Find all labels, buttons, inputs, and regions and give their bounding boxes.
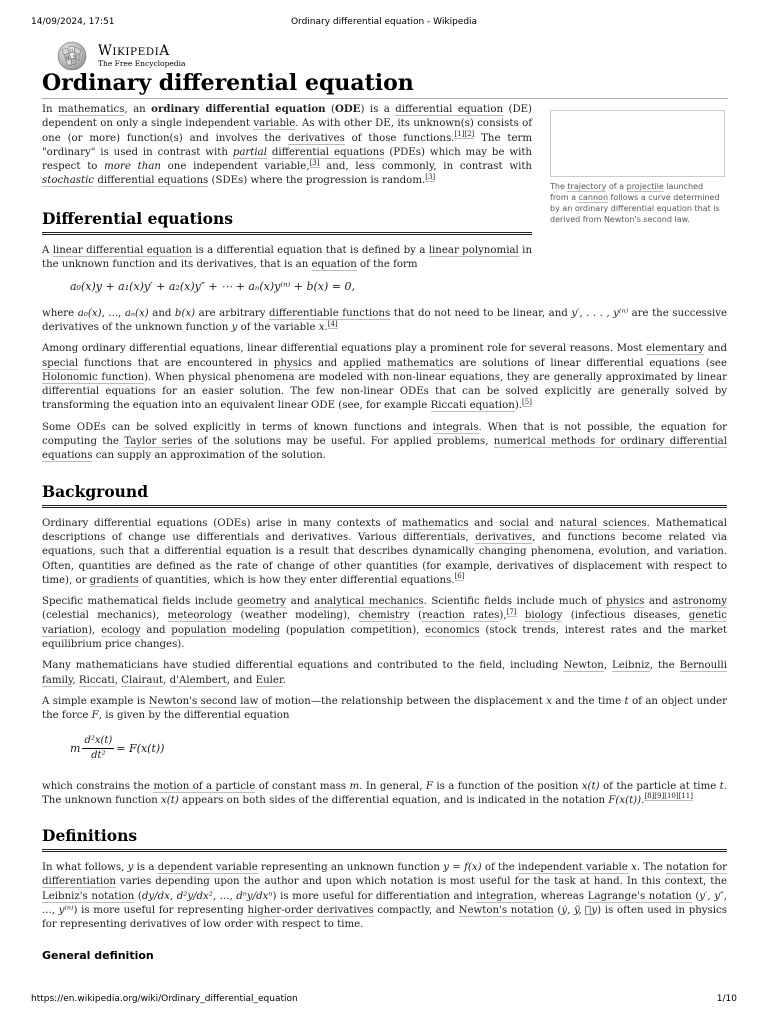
article-content [42, 102, 727, 963]
subsection-heading-general-definition: General definition [42, 948, 154, 962]
svg-text:Ω: Ω [70, 47, 74, 53]
link-economics[interactable]: economics [425, 624, 480, 636]
wikipedia-globe-icon [57, 41, 87, 71]
link-taylor-series[interactable]: Taylor series [124, 436, 193, 448]
link-notation-for-differentiation[interactable]: notation for differentiation [42, 862, 727, 888]
newton-second-law-equation: m $\frac{\text{d²x(t)}}{\text{dt²}}$ = F(x(t)) [70, 734, 165, 761]
link-riccati-equation[interactable]: Riccati equation [430, 400, 515, 412]
link-population-modeling[interactable]: population modeling [171, 624, 281, 636]
link-integration[interactable]: integration [476, 890, 534, 902]
section-heading-background: Background [42, 482, 727, 508]
print-datetime: 14/09/2024, 17:51 [31, 17, 115, 27]
section-heading-definitions: Definitions [42, 826, 727, 852]
section-heading-differential-equations: Differential equations [42, 209, 532, 235]
link-projectile[interactable]: projectile [626, 182, 664, 191]
citation-4[interactable]: [4] [327, 319, 338, 328]
paragraph: Specific mathematical fields include geometry and analytical mechanics. Scientific fields include much of physics and astronomy (celestial mechanics), meteorology (weather modeling), chemistry (reaction rates),[7] biology (infectious diseases, genetic variation), ecology and population modeling (population competition), economics (stock trends, interest rates and the market equilibrium price changes). [42, 596, 727, 651]
citation-6[interactable]: [6] [454, 572, 465, 581]
link-meteorology[interactable]: meteorology [167, 610, 233, 622]
link-stochastic[interactable]: stochastic [42, 175, 95, 187]
figure-caption: The trajectory of a projectile launched from a cannon follows a curve determined by an ordinary differential equation that is derived from Newton's second law. [550, 182, 720, 224]
citation-2[interactable]: [2] [464, 130, 475, 139]
link-derivatives[interactable]: derivatives [287, 132, 345, 144]
citation-3a[interactable]: [3] [309, 158, 320, 167]
citation-1[interactable]: [1] [454, 130, 465, 139]
link-genetic-variation[interactable]: genetic variation [42, 610, 727, 636]
link-astronomy[interactable]: astronomy [672, 596, 727, 608]
link-elementary[interactable]: elementary [645, 343, 705, 355]
link-differentiable-functions[interactable]: differentiable functions [269, 307, 391, 319]
link-trajectory[interactable]: trajectory [567, 182, 607, 191]
link-euler[interactable]: Euler [255, 674, 283, 686]
link-higher-order-derivatives[interactable]: higher-order derivatives [247, 904, 374, 916]
paragraph: Many mathematicians have studied differential equations and contributed to the field, including Newton, Leibniz, the Bernoulli family, Riccati, Clairaut, d'Alembert, and Euler. [42, 660, 727, 686]
print-page-title: Ordinary differential equation - Wikipedia [290, 17, 478, 27]
link-newtons-second-law[interactable]: Newton's second law [148, 695, 259, 707]
link-newton-notation[interactable]: Newton's notation [458, 904, 554, 916]
link-geometry[interactable]: geometry [237, 596, 287, 608]
link-special[interactable]: special [42, 357, 79, 369]
citation-3b[interactable]: [3] [425, 173, 436, 182]
link-differential-equation[interactable]: differential equation [395, 104, 504, 115]
link-clairaut[interactable]: Clairaut [121, 674, 164, 686]
link-chemistry[interactable]: chemistry [358, 610, 410, 622]
paragraph: where a₀(x), ..., aₙ(x) and b(x) are arbitrary differentiable functions that do not need to be linear, and y′, . . . , y⁽ⁿ⁾ are the successive derivatives of the unknown function y of the variable x.[4] [42, 307, 728, 333]
link-equation[interactable]: equation [311, 259, 357, 271]
link-motion-of-a-particle[interactable]: motion of a particle [153, 780, 256, 792]
paragraph: A linear differential equation is a differential equation that is defined by a linear polynomial in the unknown function and its derivatives, that is an equation of the form [42, 244, 533, 271]
paragraph: which constrains the motion of a particle of constant mass m. In general, F is a function of the position x(t) of the particle at time t. The unknown function x(t) appears on both sides of the differential equation, and is indicated in the notation F(x(t)).[8][9][10][11] [42, 780, 728, 806]
paragraph: Among ordinary differential equations, linear differential equations play a prominent role for several reasons. Most elementary and special functions that are encountered in physics and applied mathematics are solutions of linear differential equations (see Holonomic function). When physical phenomena are modeled with non-linear equations, they are generally approximated by linear differential equations for an easier solution. The few non-linear ODEs that can be solved explicitly are generally solved by transforming the equation into an equivalent linear ODE (see, for example Riccati equation).[5] [42, 343, 727, 412]
link-variable[interactable]: variable [253, 118, 296, 130]
paragraph: Some ODEs can be solved explicitly in terms of known functions and integrals. When that is not possible, the equation for computing the Taylor series of the solutions may be useful. For applied problems, numerical methods for ordinary differential equations can supply an approximation of the solution. [42, 421, 727, 462]
link-natural-sciences[interactable]: natural sciences [559, 517, 647, 529]
link-partial-differential-equations[interactable]: differential equations [271, 146, 385, 158]
link-applied-mathematics[interactable]: applied mathematics [343, 357, 454, 369]
link-cannon[interactable]: cannon [578, 193, 609, 202]
link-mathematics-2[interactable]: mathematics [402, 517, 469, 529]
citation-7[interactable]: [7] [506, 608, 517, 617]
link-holonomic-function[interactable]: Holonomic function [42, 371, 145, 383]
link-linear-polynomial[interactable]: linear polynomial [428, 244, 519, 256]
lead-paragraph: In mathematics, an ordinary differential equation (ODE) is a differential equation (DE) dependent on only a single independent variable. As with other DE, its unknown(s) consists of one (or more) function(s) and involves the derivatives of those functions.[1][2] The term "ordinary" is used in contrast with partial differential equations (PDEs) which may be with respect to more than one independent variable,[3] and, less commonly, in contrast with stochastic differential equations (SDEs) where the progression is random.[3] [42, 103, 533, 187]
link-gradients[interactable]: gradients [89, 574, 139, 586]
link-reaction-rates[interactable]: reaction rates [422, 610, 500, 622]
svg-text:И: И [66, 55, 70, 60]
paragraph: A simple example is Newton's second law of motion—the relationship between the displacement x and the time t of an object under the force F, is given by the differential equation [42, 695, 727, 722]
wikipedia-wordmark: WIKIPEDIA [98, 43, 170, 59]
linear-ode-equation: a₀(x)y + a₁(x)y′ + a₂(x)y″ + ⋯ + aₙ(x)y⁽ⁿ⁾ + b(x) = 0, [70, 280, 355, 294]
paragraph: In what follows, y is a dependent variable representing an unknown function y = f(x) of the independent variable x. The notation for differentiation varies depending upon the author and upon which notation is most useful for the task at hand. In this context, the Leibniz's notation (dy/dx, d²y/dx², ..., dⁿy/dxⁿ) is more useful for differentiation and integration, whereas Lagrange's notation (y′, y″, ..., y⁽ⁿ⁾) is more useful for representing higher-order derivatives compactly, and Newton's notation (ẏ, ÿ, ⃛y) is often used in physics for representing derivatives of low order with respect to time. [42, 862, 728, 931]
link-analytical-mechanics[interactable]: analytical mechanics [314, 596, 424, 608]
link-linear-differential-equation[interactable]: linear differential equation [52, 244, 192, 256]
citation-8-11[interactable]: [8][9][10][11] [644, 792, 693, 801]
link-ecology[interactable]: ecology [101, 624, 141, 636]
link-dependent-variable[interactable]: dependent variable [157, 862, 258, 874]
link-bernoulli-family[interactable]: Bernoulli family [42, 660, 727, 686]
page-title: Ordinary differential equation [42, 70, 728, 99]
print-page-number: 1/10 [716, 994, 737, 1004]
link-numerical-methods[interactable]: numerical methods for ordinary differential equations [42, 436, 727, 462]
print-footer [0, 994, 768, 1006]
link-lagrange-notation[interactable]: Lagrange's notation [587, 890, 692, 902]
paragraph: Ordinary differential equations (ODEs) arise in many contexts of mathematics and social and natural sciences. Mathematical descriptions of change use differentials and derivatives. Various differentials, derivatives, and functions become related via equations, such that a differential equation is a result that describes dynamically changing phenomena, evolution, and variation. Often, quantities are defined as the rate of change of other quantities (for example, derivatives of displacement with respect to time), or gradients of quantities, which is how they enter differential equations.[6] [42, 517, 727, 586]
link-dalembert[interactable]: d'Alembert [169, 674, 227, 686]
link-stochastic-differential-equations[interactable]: differential equations [97, 175, 209, 187]
link-physics-2[interactable]: physics [606, 596, 645, 608]
link-physics[interactable]: physics [273, 357, 313, 369]
print-url: https://en.wikipedia.org/wiki/Ordinary_differential_equation [31, 994, 298, 1004]
link-mathematics[interactable]: mathematics [58, 104, 125, 115]
link-leibniz-notation[interactable]: Leibniz's notation [42, 890, 135, 902]
link-independent-variable[interactable]: independent variable [518, 862, 628, 874]
print-header [0, 17, 768, 29]
lead-section [42, 102, 727, 189]
link-leibniz[interactable]: Leibniz [611, 660, 650, 672]
wikipedia-tagline: The Free Encyclopedia [98, 59, 186, 68]
link-partial[interactable]: partial [232, 146, 267, 158]
link-social-sciences[interactable]: social [499, 517, 529, 529]
link-biology[interactable]: biology [524, 610, 563, 622]
citation-5[interactable]: [5] [522, 398, 532, 407]
svg-text:W: W [73, 53, 78, 59]
link-derivatives-2[interactable]: derivatives [475, 531, 533, 543]
link-riccati[interactable]: Riccati [78, 674, 115, 686]
link-newton[interactable]: Newton [563, 660, 604, 672]
link-integrals[interactable]: integrals [432, 421, 479, 433]
